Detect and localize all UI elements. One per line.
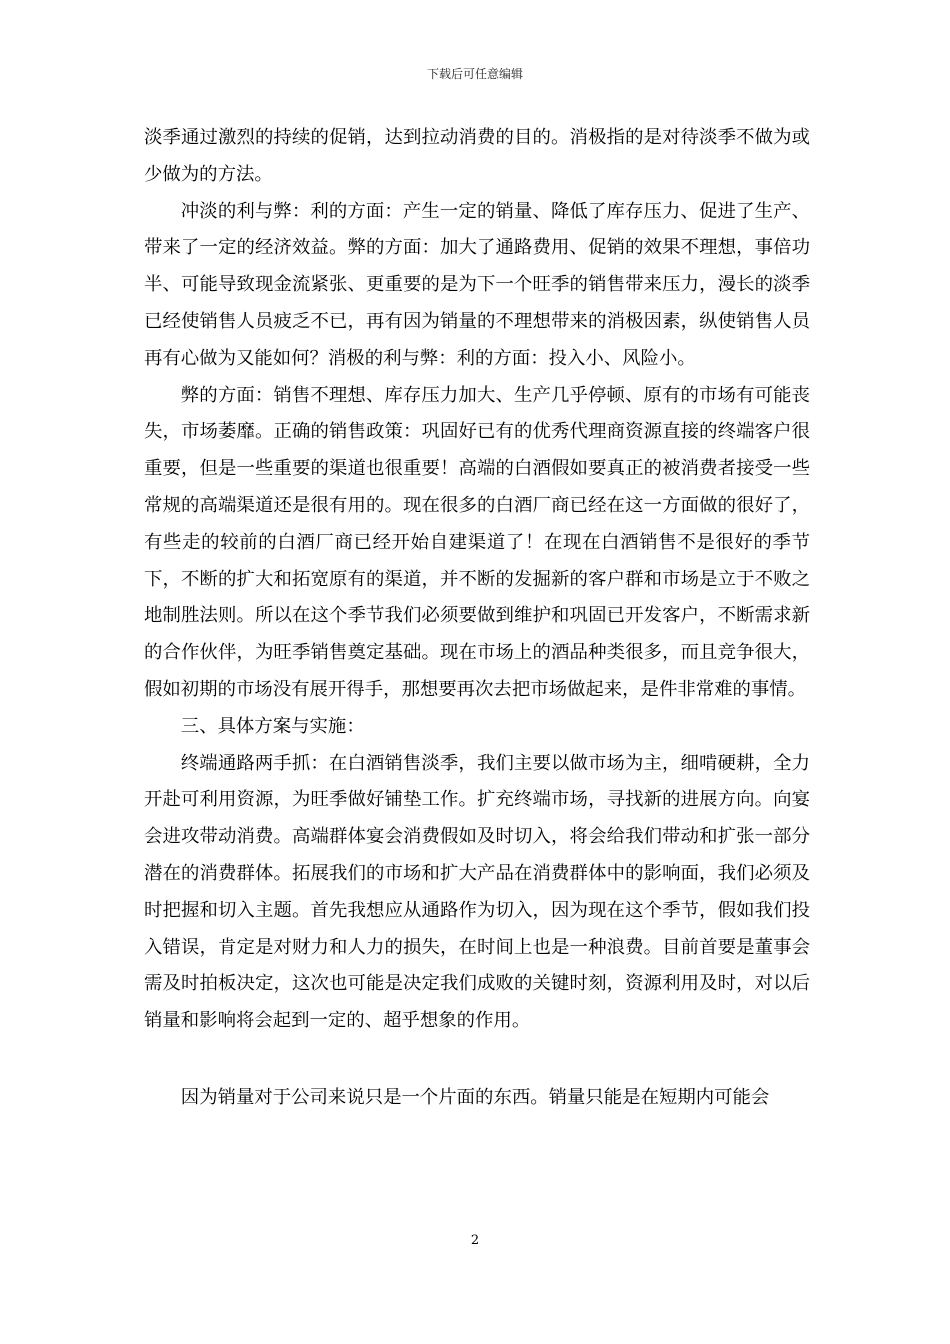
document-body bbox=[144, 120, 810, 1117]
paragraph: 冲淡的利与弊：利的方面：产生一定的销量、降低了库存压力、促进了生产、带来了一定的经济效益。弊的方面：加大了通路费用、促销的效果不理想，事倍功半、可能导致现金流紧张、更重要的是为下一个旺季的销售带来压力，漫长的淡季已经使销售人员疲乏不已，再有因为销量的不理想带来的消极因素，纵使销售人员再有心做为又能如何？消极的利与弊：利的方面：投入小、风险小。 bbox=[144, 200, 810, 369]
page-header: 下载后可任意编辑 bbox=[426, 67, 523, 81]
paragraph-continuation: 淡季通过激烈的持续的促销，达到拉动消费的目的。消极指的是对待淡季不做为或少做为的方法。 bbox=[144, 127, 810, 185]
page-number: 2 bbox=[470, 1233, 480, 1248]
paragraph: 因为销量对于公司来说只是一个片面的东西。销量只能是在短期内可能会 bbox=[180, 1086, 770, 1108]
section-heading: 三、具体方案与实施： bbox=[180, 715, 365, 737]
paragraph: 弊的方面：销售不理想、库存压力加大、生产几乎停顿、原有的市场有可能丧失，市场萎靡。正确的销售政策：巩固好已有的优秀代理商资源直接的终端客户很重要，但是一些重要的渠道也很重要！高端的白酒假如要真正的被消费者接受一些常规的高端渠道还是很有用的。现在很多的白酒厂商已经在这一方面做的很好了，有些走的较前的白酒厂商已经开始自建渠道了！在现在白酒销售不是很好的季节下，不断的扩大和拓宽原有的渠道，并不断的发掘新的客户群和市场是立于不败之地制胜法则。所以在这个季节我们必须要做到维护和巩固已开发客户，不断需求新的合作伙伴，为旺季销售奠定基础。现在市场上的酒品种类很多，而且竞争很大，假如初期的市场没有展开得手，那想要再次去把市场做起来，是件非常难的事情。 bbox=[144, 384, 810, 700]
paragraph: 终端通路两手抓：在白酒销售淡季，我们主要以做市场为主，细啃硬耕，全力开赴可利用资源，为旺季做好铺垫工作。扩充终端市场，寻找新的进展方向。向宴会进攻带动消费。高端群体宴会消费假如及时切入，将会给我们带动和扩张一部分潜在的消费群体。拓展我们的市场和扩大产品在消费群体中的影响面，我们必须及时把握和切入主题。首先我想应从通路作为切入，因为现在这个季节，假如我们投入错误，肯定是对财力和人力的损失，在时间上也是一种浪费。目前首要是董事会需及时拍板决定，这次也可能是决定我们成败的关键时刻，资源利用及时，对以后销量和影响将会起到一定的、超乎想象的作用。 bbox=[144, 752, 810, 1032]
